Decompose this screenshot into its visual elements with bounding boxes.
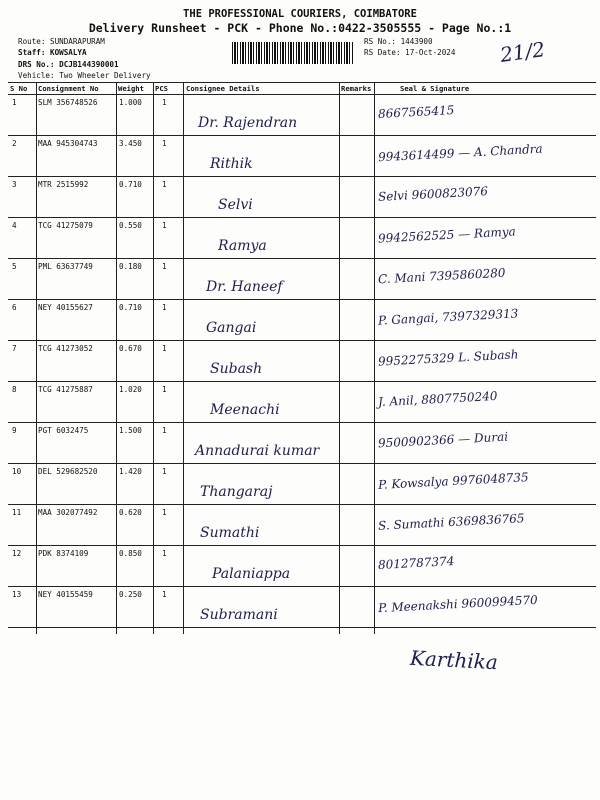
col-header-weight: Weight: [118, 84, 144, 93]
col-divider: [374, 82, 375, 634]
row-rule: [8, 258, 596, 259]
cell-signature: 8012787374: [377, 554, 455, 572]
cell-signature: 9942562525 — Ramya: [377, 224, 517, 246]
cell-sno: 10: [12, 467, 22, 476]
row-rule: [8, 381, 596, 382]
col-divider: [339, 82, 340, 634]
cell-consignee: Selvi: [218, 197, 253, 213]
cell-consignee: Gangai: [206, 320, 257, 336]
cell-signature: S. Sumathi 6369836765: [377, 511, 525, 533]
cell-signature: C. Mani 7395860280: [377, 265, 506, 287]
cell-pcs: 1: [162, 98, 167, 107]
row-rule: [8, 422, 596, 423]
cell-weight: 0.710: [119, 303, 142, 312]
cell-sno: 9: [12, 426, 17, 435]
cell-signature: 9500902366 — Durai: [377, 429, 509, 451]
cell-sno: 3: [12, 180, 17, 189]
cell-weight: 0.850: [119, 549, 142, 558]
col-header-signature: Seal & Signature: [400, 84, 470, 93]
rs-date: RS Date: 17-Oct-2024: [364, 48, 456, 57]
vehicle-label: Vehicle: Two Wheeler Delivery: [18, 71, 151, 80]
cell-sno: 13: [12, 590, 22, 599]
cell-sno: 4: [12, 221, 17, 230]
cell-weight: 1.500: [119, 426, 142, 435]
cell-consignment: MTR 2515992: [38, 180, 89, 189]
cell-sno: 2: [12, 139, 17, 148]
cell-sno: 5: [12, 262, 17, 271]
header-rule: [8, 94, 596, 95]
cell-consignee: Dr. Haneef: [206, 279, 283, 295]
cell-sno: 11: [12, 508, 22, 517]
cell-pcs: 1: [162, 180, 167, 189]
cell-weight: 0.180: [119, 262, 142, 271]
cell-weight: 1.000: [119, 98, 142, 107]
cell-consignment: TCG 41275887: [38, 385, 93, 394]
cell-consignment: NEY 40155459: [38, 590, 93, 599]
col-divider: [183, 82, 184, 634]
cell-consignee: Annadurai kumar: [195, 443, 320, 459]
cell-pcs: 1: [162, 344, 167, 353]
cell-signature: P. Meenakshi 9600994570: [377, 592, 539, 616]
col-header-consignment: Consignment No: [38, 84, 99, 93]
cell-consignee: Dr. Rajendran: [198, 115, 298, 131]
row-rule: [8, 176, 596, 177]
cell-weight: 1.020: [119, 385, 142, 394]
handwritten-note: 21/2: [498, 36, 547, 68]
cell-signature: P. Gangai, 7397329313: [377, 306, 519, 328]
cell-consignment: MAA 302077492: [38, 508, 98, 517]
cell-sno: 6: [12, 303, 17, 312]
barcode: [232, 42, 354, 64]
row-rule: [8, 463, 596, 464]
cell-sno: 7: [12, 344, 17, 353]
cell-pcs: 1: [162, 590, 167, 599]
row-rule: [8, 340, 596, 341]
cell-consignee: Meenachi: [210, 402, 280, 418]
cell-consignment: NEY 40155627: [38, 303, 93, 312]
cell-weight: 0.670: [119, 344, 142, 353]
cell-signature: 9952275329 L. Subash: [377, 347, 519, 369]
row-rule: [8, 545, 596, 546]
cell-signature: 8667565415: [377, 103, 455, 121]
runsheet-title: Delivery Runsheet - PCK - Phone No.:0422-3505555 - Page No.:1: [88, 21, 512, 35]
cell-consignee: Palaniappa: [212, 566, 291, 582]
cell-consignee: Thangaraj: [200, 484, 273, 500]
table-top-rule: [8, 82, 596, 83]
cell-pcs: 1: [162, 426, 167, 435]
cell-consignee: Subramani: [200, 607, 278, 623]
cell-consignment: TCG 41273052: [38, 344, 93, 353]
cell-consignee: Subash: [210, 361, 263, 377]
row-rule: [8, 217, 596, 218]
cell-consignee: Sumathi: [200, 525, 260, 541]
cell-consignee: Ramya: [218, 238, 267, 254]
cell-pcs: 1: [162, 508, 167, 517]
cell-pcs: 1: [162, 303, 167, 312]
cell-weight: 0.710: [119, 180, 142, 189]
cell-weight: 0.620: [119, 508, 142, 517]
cell-pcs: 1: [162, 262, 167, 271]
rs-number: RS No.: 1443900: [364, 37, 433, 46]
cell-consignment: PDK 8374109: [38, 549, 89, 558]
col-header-remarks: Remarks: [341, 84, 372, 93]
row-rule: [8, 299, 596, 300]
cell-pcs: 1: [162, 549, 167, 558]
cell-weight: 0.550: [119, 221, 142, 230]
col-divider: [153, 82, 154, 634]
cell-sno: 8: [12, 385, 17, 394]
col-divider: [116, 82, 117, 634]
col-divider: [36, 82, 37, 634]
row-rule: [8, 135, 596, 136]
cell-consignment: MAA 945304743: [38, 139, 98, 148]
cell-pcs: 1: [162, 467, 167, 476]
row-rule: [8, 627, 596, 628]
cell-consignment: TCG 41275079: [38, 221, 93, 230]
cell-weight: 1.420: [119, 467, 142, 476]
cell-consignment: DEL 529682520: [38, 467, 98, 476]
cell-pcs: 1: [162, 385, 167, 394]
staff-label: Staff: KOWSALYA: [18, 48, 87, 57]
col-header-pcs: PCS: [155, 84, 168, 93]
cell-signature: P. Kowsalya 9976048735: [377, 470, 529, 492]
cell-signature: 9943614499 — A. Chandra: [377, 141, 543, 165]
cell-sno: 12: [12, 549, 22, 558]
row-rule: [8, 504, 596, 505]
cell-weight: 0.250: [119, 590, 142, 599]
route-label: Route: SUNDARAPURAM: [18, 37, 105, 46]
cell-pcs: 1: [162, 221, 167, 230]
row-rule: [8, 586, 596, 587]
cell-consignment: PGT 6032475: [38, 426, 89, 435]
cell-weight: 3.450: [119, 139, 142, 148]
cell-consignment: PML 63637749: [38, 262, 93, 271]
cell-consignee: Rithik: [210, 156, 253, 172]
cell-signature: Selvi 9600823076: [377, 184, 489, 204]
col-header-consignee: Consignee Details: [186, 84, 260, 93]
col-header-sno: S No: [10, 84, 28, 93]
cell-sno: 1: [12, 98, 17, 107]
cell-signature: J. Anil, 8807750240: [377, 388, 498, 410]
cell-consignment: SLM 356748526: [38, 98, 98, 107]
footer-signature: Karthika: [409, 645, 499, 675]
cell-pcs: 1: [162, 139, 167, 148]
company-title: THE PROFESSIONAL COURIERS, COIMBATORE: [183, 8, 417, 20]
drs-number: DRS No.: DCJB144390001: [18, 60, 119, 69]
